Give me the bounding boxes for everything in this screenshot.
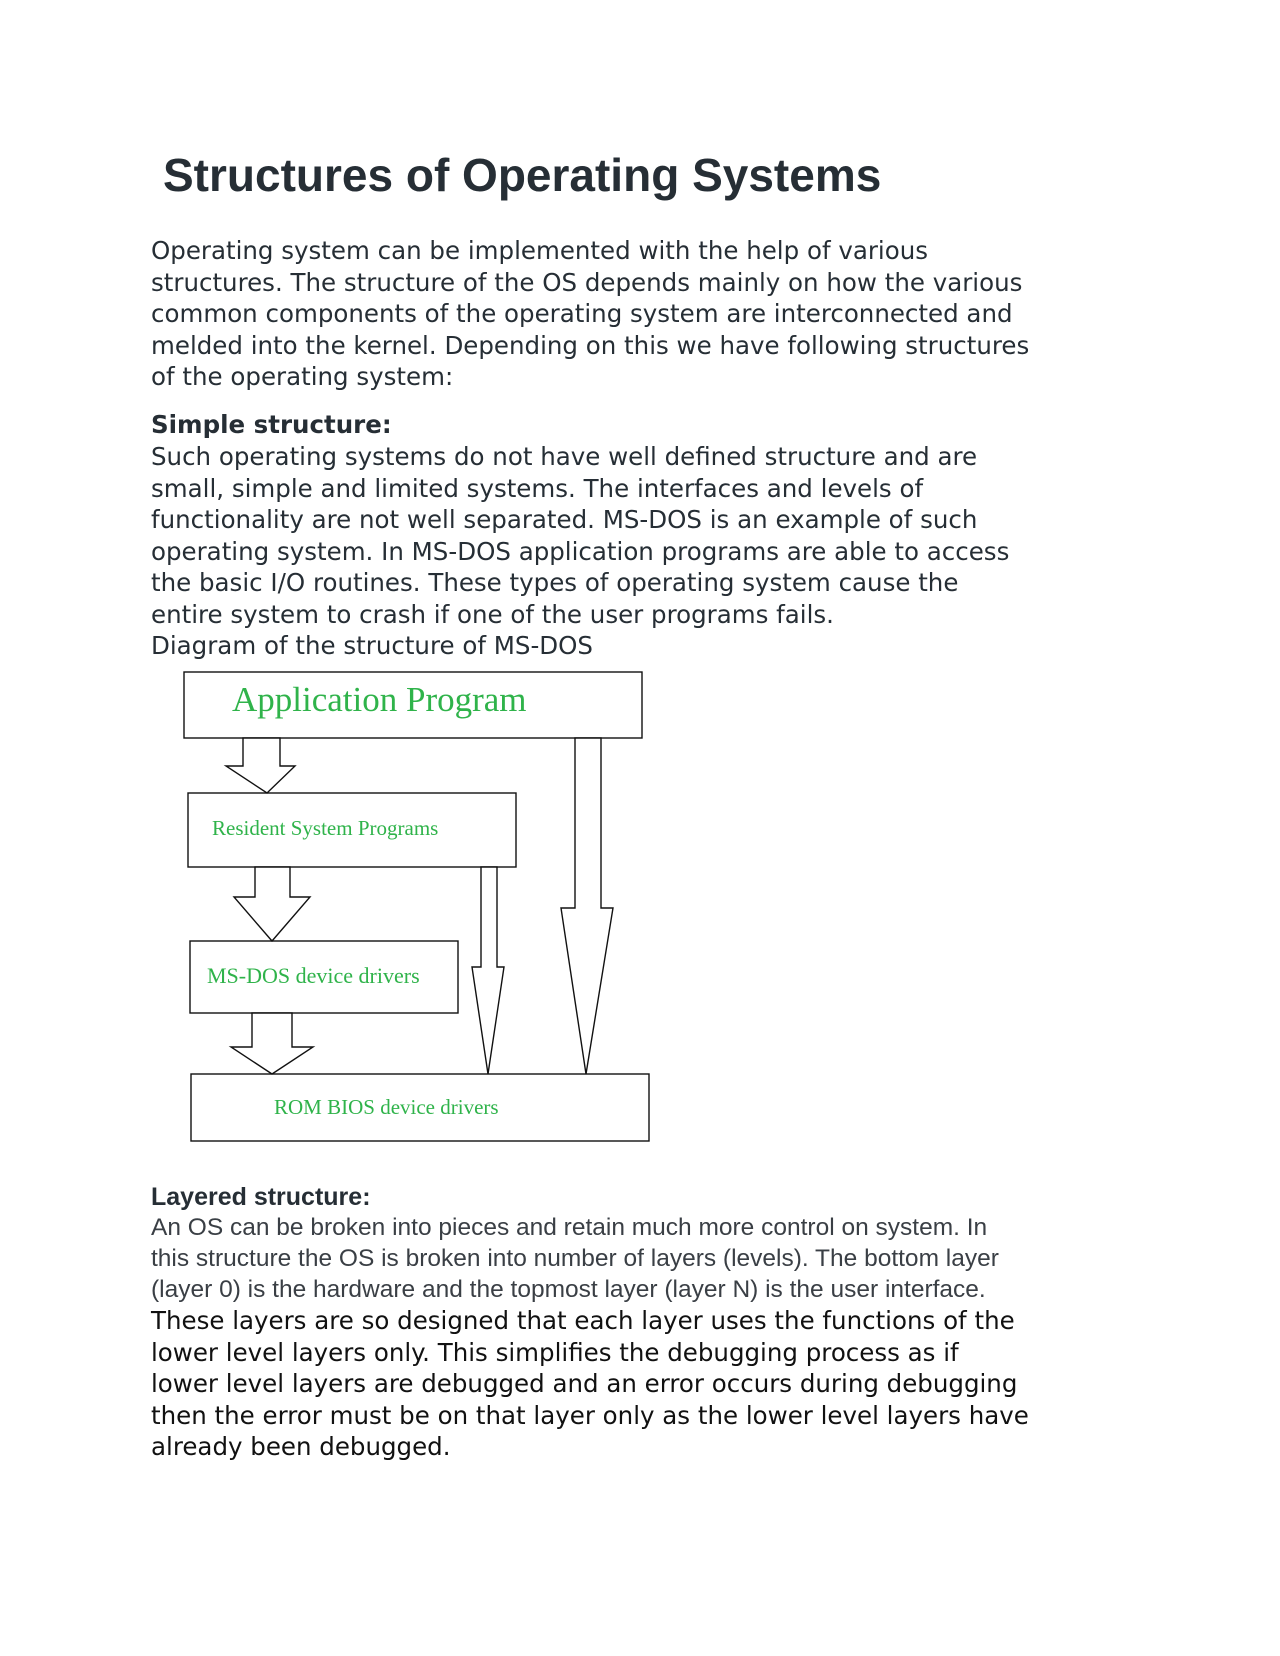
text-line: Such operating systems do not have well defined structure and are (151, 442, 978, 471)
simple-structure-heading: Simple structure: (151, 410, 392, 439)
text-line: Operating system can be implemented with the help of various (151, 236, 929, 265)
diagram-graphics (170, 665, 660, 1155)
arrow-msdos-to-rom (231, 1013, 313, 1074)
text-line: already been debugged. (151, 1432, 451, 1461)
simple-structure-paragraph (151, 441, 1141, 662)
text-line: operating system. In MS-DOS application programs are able to access (151, 536, 1010, 566)
intro-paragraph (151, 235, 1141, 393)
arrow-app-to-rom (561, 738, 613, 1074)
text-line: lower level layers only. This simplifies the debugging process as if (151, 1337, 959, 1367)
text-line: These layers are so designed that each layer uses the functions of the (151, 1306, 1015, 1335)
diagram-caption: Diagram of the structure of MS-DOS (151, 631, 593, 660)
text-line: (layer 0) is the hardware and the topmost layer (layer N) is the user interface. (151, 1276, 986, 1303)
text-line: lower level layers are debugged and an error occurs during debugging (151, 1369, 1018, 1398)
layered-structure-paragraph-gray (151, 1212, 1141, 1305)
label-application-program: Application Program (232, 680, 527, 719)
text-line: the basic I/O routines. These types of operating system cause the (151, 568, 959, 597)
text-line: small, simple and limited systems. The interfaces and levels of (151, 473, 924, 503)
text-line: structures. The structure of the OS depends mainly on how the various (151, 267, 1023, 297)
text-line: entire system to crash if one of the user programs fails. (151, 599, 834, 629)
arrow-resident-to-rom (472, 867, 504, 1074)
text-line: of the operating system: (151, 362, 454, 391)
page-title: Structures of Operating Systems (163, 149, 882, 201)
arrow-app-to-resident (226, 738, 295, 793)
layered-structure-heading: Layered structure: (151, 1183, 371, 1211)
text-line: functionality are not well separated. MS-DOS is an example of such (151, 505, 978, 534)
text-line: then the error must be on that layer only as the lower level layers have (151, 1400, 1029, 1430)
text-line: An OS can be broken into pieces and retain much more control on system. In (151, 1214, 988, 1241)
text-line: common components of the operating system are interconnected and (151, 299, 1013, 328)
text-line: melded into the kernel. Depending on this we have following structures (151, 330, 1030, 360)
layered-structure-paragraph (151, 1305, 1141, 1463)
label-msdos-device-drivers: MS-DOS device drivers (207, 963, 420, 988)
msdos-structure-diagram (170, 665, 660, 1155)
text-line: this structure the OS is broken into number of layers (levels). The bottom layer (151, 1245, 999, 1272)
label-rom-bios-device-drivers: ROM BIOS device drivers (274, 1095, 499, 1119)
label-resident-system-programs: Resident System Programs (212, 816, 439, 840)
arrow-resident-to-msdos (234, 867, 310, 941)
